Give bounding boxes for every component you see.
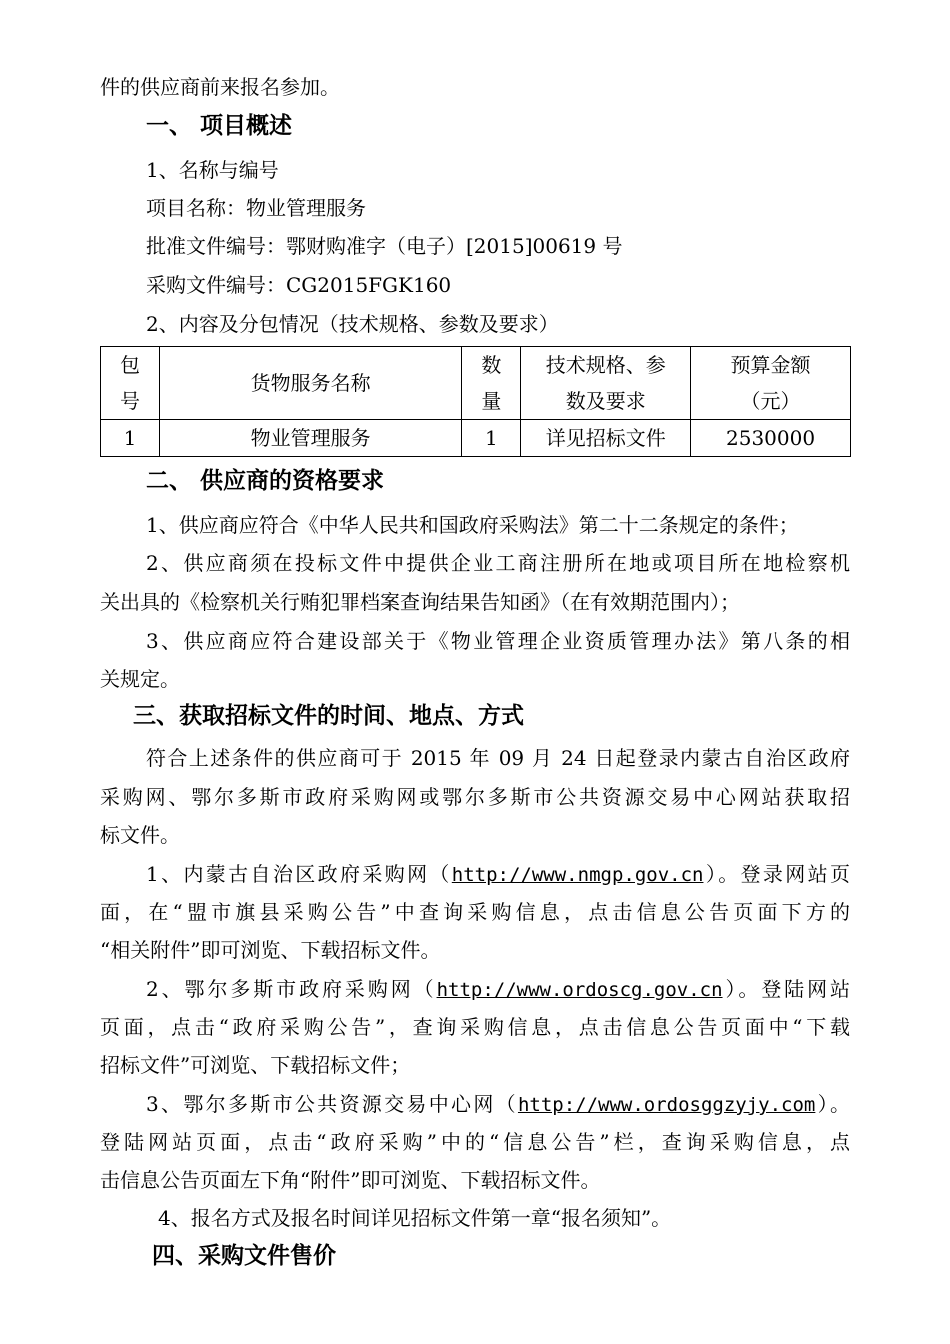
qualification-1: 1、供应商应符合《中华人民共和国政府采购法》第二十二条规定的条件； bbox=[146, 513, 799, 537]
cell-spec: 详见招标文件 bbox=[521, 420, 691, 457]
section1-heading: 一、 项目概述 bbox=[146, 113, 293, 139]
nmgp-link[interactable]: http://www.nmgp.gov.cn bbox=[451, 864, 704, 886]
intro-tail-text: 件的供应商前来报名参加。 bbox=[100, 75, 340, 99]
header-name: 货物服务名称 bbox=[159, 347, 461, 420]
cell-qty: 1 bbox=[462, 420, 521, 457]
qualification-2-line1: 2、供应商须在投标文件中提供企业工商注册所在地或项目所在地检察机 bbox=[146, 551, 850, 575]
header-qty: 数 量 bbox=[462, 347, 521, 420]
method2-line2: 页面，点击“政府采购公告”，查询采购信息，点击信息公告页面中“下载 bbox=[100, 1015, 850, 1039]
header-package: 包 号 bbox=[101, 347, 160, 420]
section2-heading: 二、 供应商的资格要求 bbox=[146, 468, 385, 494]
header-budget: 预算金额 （元） bbox=[691, 347, 851, 420]
item2-title: 2、内容及分包情况（技术规格、参数及要求） bbox=[146, 312, 559, 336]
method1-line3: “相关附件”即可浏览、下载招标文件。 bbox=[100, 938, 441, 962]
method3-line2: 登陆网站页面，点击“政府采购”中的“信息公告”栏，查询采购信息，点 bbox=[100, 1130, 850, 1154]
cell-package: 1 bbox=[101, 420, 160, 457]
ordosggzyjy-link[interactable]: http://www.ordosggzyjy.com bbox=[517, 1094, 816, 1116]
qualification-3-line2: 关规定。 bbox=[100, 667, 180, 691]
qualification-3-line1: 3、供应商应符合建设部关于《物业管理企业资质管理办法》第八条的相 bbox=[146, 629, 850, 653]
cell-budget: 2530000 bbox=[691, 420, 851, 457]
cell-name: 物业管理服务 bbox=[159, 420, 461, 457]
section3-para-line1: 符合上述条件的供应商可于 2015 年 09 月 24 日起登录内蒙古自治区政府 bbox=[146, 746, 850, 770]
package-table bbox=[100, 346, 851, 457]
method3-line3: 击信息公告页面左下角“附件”即可浏览、下载招标文件。 bbox=[100, 1168, 601, 1192]
header-spec: 技术规格、参 数及要求 bbox=[521, 347, 691, 420]
section3-heading: 三、获取招标文件的时间、地点、方式 bbox=[133, 703, 524, 729]
project-name: 项目名称：物业管理服务 bbox=[146, 196, 366, 220]
method1-line1: 1、内蒙古自治区政府采购网（http://www.nmgp.gov.cn）。登录网站页 bbox=[146, 862, 850, 886]
purchase-number: 采购文件编号：CG2015FGK160 bbox=[146, 273, 452, 297]
table-row bbox=[101, 420, 851, 457]
section3-para-line3: 标文件。 bbox=[100, 823, 180, 847]
qualification-2-line2: 关出具的《检察机关行贿犯罪档案查询结果告知函》（在有效期范围内）； bbox=[100, 590, 740, 614]
method1-line2: 面，在“盟市旗县采购公告”中查询采购信息，点击信息公告页面下方的 bbox=[100, 900, 850, 924]
section4-heading: 四、采购文件售价 bbox=[152, 1243, 336, 1269]
item1-title: 1、名称与编号 bbox=[146, 158, 279, 182]
method2-line3: 招标文件”可浏览、下载招标文件； bbox=[100, 1053, 411, 1077]
approval-number: 批准文件编号：鄂财购准字（电子）[2015]00619 号 bbox=[146, 234, 623, 258]
ordoscg-link[interactable]: http://www.ordoscg.gov.cn bbox=[436, 979, 723, 1001]
method3-line1: 3、鄂尔多斯市公共资源交易中心网（http://www.ordosggzyjy.com）。 bbox=[146, 1092, 850, 1116]
method2-line1: 2、鄂尔多斯市政府采购网（http://www.ordoscg.gov.cn）。登陆网站 bbox=[146, 977, 851, 1001]
section3-para-line2: 采购网、鄂尔多斯市政府采购网或鄂尔多斯市公共资源交易中心网站获取招 bbox=[100, 785, 850, 809]
method4: 4、报名方式及报名时间详见招标文件第一章“报名须知”。 bbox=[158, 1206, 672, 1230]
table-header-row bbox=[101, 347, 851, 420]
